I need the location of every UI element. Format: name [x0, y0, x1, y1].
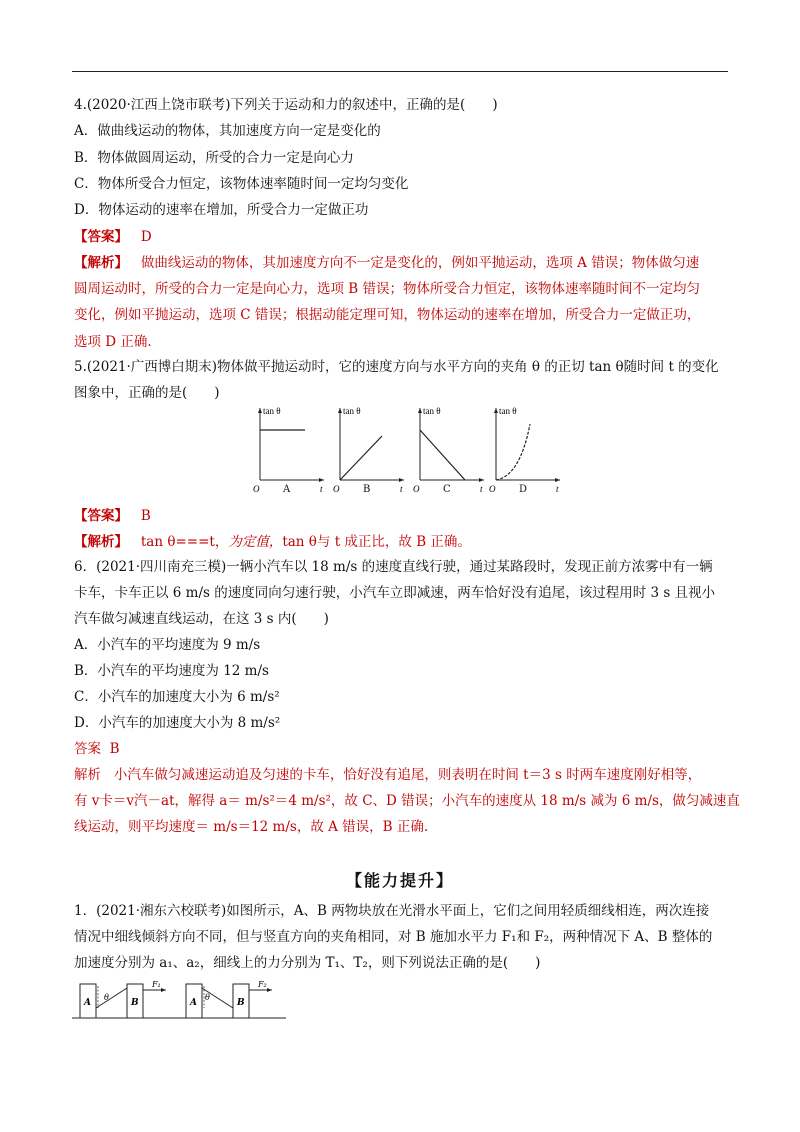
y-label: tan θ — [423, 406, 441, 416]
analysis-text: tan θ===t， — [140, 534, 229, 550]
q5-analysis — [74, 533, 471, 551]
q5-stem-line-1: 5.(2021·广西博白期末)物体做平抛运动时，它的速度方向与水平方向的夹角 θ 的正切 tan θ随时间 t 的变化 — [74, 359, 719, 375]
graph-curve — [340, 436, 382, 480]
graph-b — [330, 402, 410, 498]
label-a: A — [190, 998, 197, 1008]
answer-value: B — [109, 741, 120, 757]
graph-label: A — [283, 484, 291, 495]
q6-option-b: B．小汽车的平均速度为 12 m/s — [74, 663, 269, 679]
q6-option-c: C．小汽车的加速度大小为 6 m/s² — [74, 689, 280, 705]
q6-option-d: D．小汽车的加速度大小为 8 m/s² — [74, 715, 281, 731]
q4-analysis-line-2: 圆周运动时，所受的合力一定是向心力，选项 B 错误；物体所受合力恒定，该物体速率随时间不一定均匀 — [74, 281, 701, 297]
x-label: t — [320, 484, 323, 494]
y-label: tan θ — [343, 406, 361, 416]
q4-analysis-line-1 — [74, 254, 699, 272]
q6-answer — [74, 740, 120, 758]
section-title: 【能力提升】 — [345, 871, 454, 890]
graph-curve — [420, 430, 465, 480]
q4-option-c: C．物体所受合力恒定，该物体速率随时间一定均匀变化 — [74, 176, 409, 192]
answer-tag: 答案 — [74, 741, 101, 757]
analysis-tag: 解析 — [74, 767, 101, 783]
q6-option-a: A．小汽车的平均速度为 9 m/s — [74, 637, 261, 653]
q4-option-b: B．物体做圆周运动，所受的合力一定是向心力 — [74, 150, 354, 166]
figure-case-1 — [72, 978, 182, 1028]
graph-d — [486, 402, 566, 498]
graph-c — [410, 402, 490, 498]
q6-stem-line-2: 卡车，卡车正以 6 m/s 的速度同向匀速行驶，小汽车立即减速，两车恰好没有追尾，该过程用时 3 s 且视小 — [74, 585, 716, 601]
x-label: t — [400, 484, 403, 494]
analysis-tag: 【解析】 — [74, 255, 128, 271]
q5-stem-line-2: 图象中，正确的是( ) — [74, 385, 220, 401]
analysis-text: 做曲线运动的物体，其加速度方向不一定是变化的，例如平抛运动，选项 A 错误；物体做匀速 — [140, 255, 700, 271]
string — [96, 988, 127, 1008]
q1-stem-line-2: 情况中细线倾斜方向不同，但与竖直方向的夹角相同，对 B 施加水平力 F₁和 F₂，两种情况下 A、B 整体的 — [74, 929, 713, 945]
analysis-text: 小汽车做匀减速运动追及匀速的卡车，恰好没有追尾，则表明在时间 t＝3 s 时两车速度刚好相等， — [113, 767, 702, 783]
label-theta: θ — [205, 993, 210, 1002]
q4-option-d: D．物体运动的速率在增加，所受合力一定做正功 — [74, 202, 369, 218]
q4-stem: 4.(2020·江西上饶市联考)下列关于运动和力的叙述中，正确的是( ) — [74, 97, 498, 113]
y-label: tan θ — [499, 406, 517, 416]
analysis-tag: 【解析】 — [74, 534, 128, 550]
figure-case-2 — [178, 978, 288, 1028]
q4-option-a: A．做曲线运动的物体，其加速度方向一定是变化的 — [74, 123, 381, 139]
q4-analysis-line-3: 变化，例如平抛运动，选项 C 错误；根据动能定理可知，物体运动的速率在增加，所受合力一定做正功， — [74, 307, 701, 323]
answer-tag: 【答案】 — [74, 508, 128, 524]
q5-answer — [74, 507, 151, 525]
graph-a — [250, 402, 330, 498]
q1-stem-line-3: 加速度分别为 a₁、a₂，细线上的力分别为 T₁、T₂，则下列说法正确的是( ) — [74, 955, 541, 971]
x-label: t — [480, 484, 483, 494]
q6-analysis-line-3: 线运动，则平均速度＝ m/s＝12 m/s，故 A 错误，B 正确. — [74, 819, 429, 835]
label-theta: θ — [104, 993, 109, 1002]
answer-value: B — [140, 508, 151, 524]
graph-label: D — [519, 484, 528, 495]
q4-analysis-line-4: 选项 D 正确. — [74, 334, 152, 350]
label-f2: F₂ — [258, 980, 267, 989]
label-b: B — [237, 998, 245, 1008]
q6-analysis-line-1 — [74, 766, 701, 784]
q6-stem-line-3: 汽车做匀减速直线运动，在这 3 s 内( ) — [74, 611, 329, 627]
answer-value: D — [140, 229, 152, 245]
header-rule — [72, 71, 728, 72]
label-b: B — [131, 998, 139, 1008]
label-f1: F₁ — [152, 980, 161, 989]
q1-stem-line-1: 1．(2021·湘东六校联考)如图所示，A、B 两物块放在光滑水平面上，它们之间用轻质细线相连，两次连接 — [74, 903, 710, 919]
graph-curve — [496, 424, 530, 480]
y-label: tan θ — [263, 406, 281, 416]
q4-answer — [74, 228, 152, 246]
graph-label: B — [363, 484, 371, 495]
answer-tag: 【答案】 — [74, 229, 128, 245]
origin-label: O — [253, 484, 260, 494]
q6-stem-line-1: 6．(2021·四川南充三模)一辆小汽车以 18 m/s 的速度直线行驶，通过某路段时，发现正前方浓雾中有一辆 — [74, 559, 713, 575]
origin-label: O — [413, 484, 420, 494]
origin-label: O — [333, 484, 340, 494]
label-a: A — [84, 998, 91, 1008]
q6-analysis-line-2: 有 v卡＝v汽－at，解得 a＝ m/s²＝4 m/s²，故 C、D 错误；小汽车的速度从 18 m/s 减为 6 m/s，做匀减速直 — [74, 793, 740, 809]
graph-label: C — [443, 484, 451, 495]
analysis-text-end: tan θ与 t 成正比，故 B 正确。 — [282, 534, 471, 550]
analysis-text-italic: 为定值， — [228, 534, 283, 550]
x-label: t — [556, 484, 559, 494]
origin-label: O — [489, 484, 496, 494]
